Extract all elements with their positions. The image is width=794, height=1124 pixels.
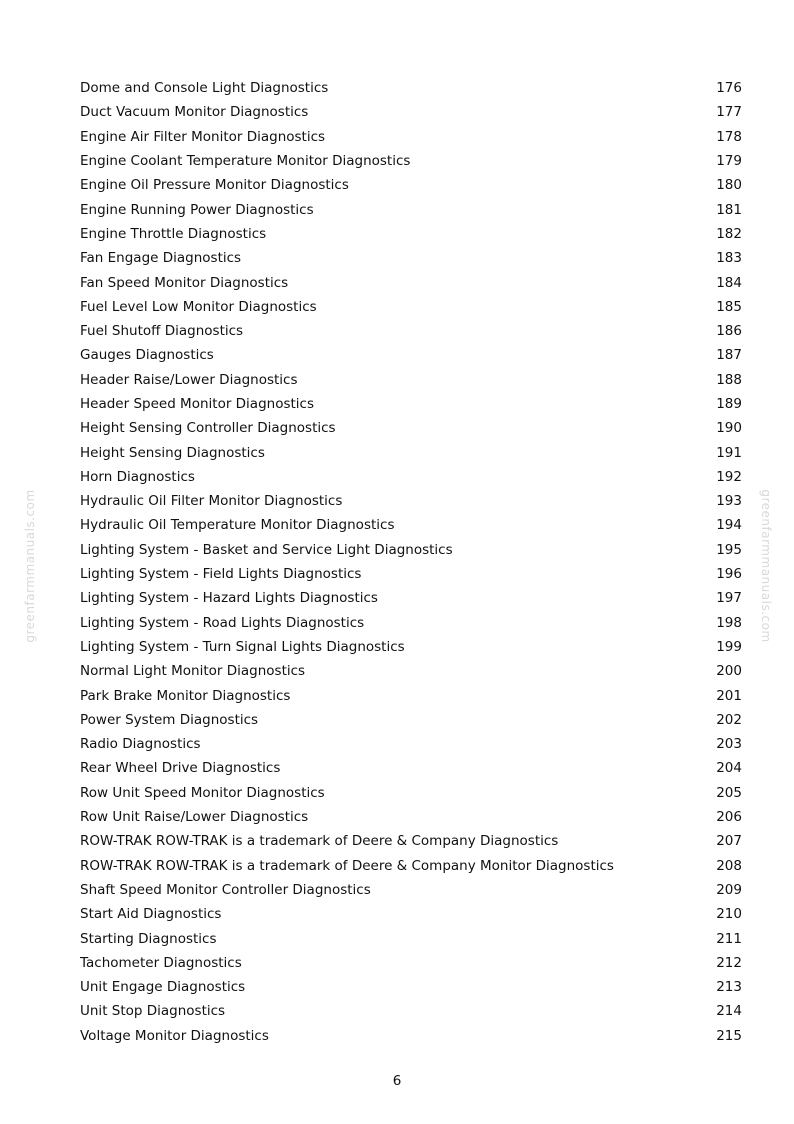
toc-entry[interactable] <box>80 416 742 440</box>
toc-entry-page-number: 198 <box>716 614 742 631</box>
toc-entry[interactable] <box>80 392 742 416</box>
toc-entry-title[interactable]: Radio Diagnostics <box>80 736 201 753</box>
toc-entry-title[interactable]: Row Unit Raise/Lower Diagnostics <box>80 809 309 826</box>
page-number: 6 <box>392 1073 402 1089</box>
toc-entry-page-number: 177 <box>716 104 742 121</box>
toc-entry-page-number: 213 <box>716 979 742 996</box>
toc-entry-page-number: 194 <box>716 517 742 534</box>
toc-entry-title[interactable]: Park Brake Monitor Diagnostics <box>80 687 291 704</box>
toc-entry-title[interactable]: Horn Diagnostics <box>80 468 195 485</box>
toc-entry-title[interactable]: Hydraulic Oil Temperature Monitor Diagnostics <box>80 517 395 534</box>
toc-entry-title[interactable]: Fan Speed Monitor Diagnostics <box>80 274 289 291</box>
toc-entry-page-number: 176 <box>716 80 742 97</box>
toc-entry-title[interactable]: Lighting System - Field Lights Diagnostics <box>80 566 362 583</box>
toc-entry-page-number: 197 <box>716 590 742 607</box>
toc-entry-page-number: 207 <box>716 833 742 850</box>
toc-entry-page-number: 214 <box>716 1003 742 1020</box>
toc-entry[interactable] <box>80 100 742 124</box>
toc-entry-page-number: 182 <box>716 225 742 242</box>
toc-entry-page-number: 178 <box>716 128 742 145</box>
toc-entry-page-number: 208 <box>716 857 742 874</box>
toc-entry[interactable] <box>80 659 742 683</box>
toc-entry[interactable] <box>80 586 742 610</box>
toc-entry-title[interactable]: Start Aid Diagnostics <box>80 906 222 923</box>
toc-entry-page-number: 200 <box>716 663 742 680</box>
toc-entry-page-number: 205 <box>716 784 742 801</box>
toc-entry[interactable] <box>80 781 742 805</box>
toc-entry-title[interactable]: Power System Diagnostics <box>80 711 259 728</box>
toc-entry[interactable] <box>80 951 742 975</box>
toc-entry[interactable] <box>80 319 742 343</box>
toc-entry-page-number: 203 <box>716 736 742 753</box>
toc-entry-title[interactable]: Dome and Console Light Diagnostics <box>80 80 329 97</box>
toc-entry-title[interactable]: Row Unit Speed Monitor Diagnostics <box>80 784 325 801</box>
toc-entry-page-number: 215 <box>716 1027 742 1044</box>
toc-entry-title[interactable]: Shaft Speed Monitor Controller Diagnostics <box>80 881 371 898</box>
toc-entry-title[interactable]: Engine Running Power Diagnostics <box>80 201 314 218</box>
table-of-contents <box>80 76 742 1048</box>
toc-entry[interactable] <box>80 805 742 829</box>
toc-entry[interactable] <box>80 76 742 100</box>
toc-entry-title[interactable]: Fan Engage Diagnostics <box>80 250 242 267</box>
toc-entry-page-number: 180 <box>716 177 742 194</box>
toc-entry[interactable] <box>80 756 742 780</box>
toc-entry-title[interactable]: Header Speed Monitor Diagnostics <box>80 396 315 412</box>
toc-entry[interactable] <box>80 878 742 902</box>
toc-entry-page-number: 195 <box>716 541 742 558</box>
toc-entry[interactable] <box>80 222 742 246</box>
toc-entry[interactable] <box>80 683 742 707</box>
toc-entry[interactable] <box>80 829 742 853</box>
toc-entry-page-number: 191 <box>716 444 742 461</box>
toc-entry-title[interactable]: Engine Coolant Temperature Monitor Diagnostics <box>80 153 411 170</box>
toc-entry-page-number: 210 <box>716 906 742 923</box>
toc-entry[interactable] <box>80 197 742 221</box>
toc-entry[interactable] <box>80 513 742 537</box>
toc-entry-title[interactable]: Fuel Level Low Monitor Diagnostics <box>80 298 317 315</box>
toc-entry-page-number: 202 <box>716 711 742 728</box>
toc-entry-title[interactable]: Lighting System - Basket and Service Light Diagnostics <box>80 541 453 558</box>
toc-entry-title[interactable]: Normal Light Monitor Diagnostics <box>80 663 306 680</box>
toc-entry[interactable] <box>80 149 742 173</box>
toc-entry-page-number: 185 <box>716 298 742 315</box>
toc-entry[interactable] <box>80 465 742 489</box>
toc-entry[interactable] <box>80 732 742 756</box>
toc-entry-title[interactable]: Rear Wheel Drive Diagnostics <box>80 760 281 777</box>
watermark-left: greenfarmmanuals.com <box>23 489 37 643</box>
toc-entry-title[interactable]: Engine Oil Pressure Monitor Diagnostics <box>80 177 349 194</box>
toc-entry-page-number: 189 <box>716 396 742 412</box>
toc-entry-page-number: 192 <box>716 468 742 485</box>
toc-entry[interactable] <box>80 173 742 197</box>
toc-entry-page-number: 179 <box>716 153 742 170</box>
toc-entry-title[interactable]: Voltage Monitor Diagnostics <box>80 1027 269 1044</box>
toc-entry[interactable] <box>80 562 742 586</box>
toc-entry[interactable] <box>80 368 742 392</box>
toc-entry-page-number: 206 <box>716 809 742 826</box>
toc-entry[interactable] <box>80 246 742 270</box>
toc-entry-title[interactable]: Lighting System - Road Lights Diagnostics <box>80 614 365 631</box>
toc-entry-title[interactable]: Unit Engage Diagnostics <box>80 979 246 996</box>
toc-entry-page-number: 209 <box>716 881 742 898</box>
toc-entry-title[interactable]: Fuel Shutoff Diagnostics <box>80 323 244 340</box>
toc-entry-page-number: 181 <box>716 201 742 218</box>
toc-entry-title[interactable]: Hydraulic Oil Filter Monitor Diagnostics <box>80 493 343 510</box>
toc-entry-title[interactable]: Lighting System - Hazard Lights Diagnostics <box>80 590 378 607</box>
toc-entry[interactable] <box>80 611 742 635</box>
toc-entry-title[interactable]: Height Sensing Controller Diagnostics <box>80 420 336 437</box>
toc-entry-title[interactable]: Starting Diagnostics <box>80 930 217 947</box>
toc-entry[interactable] <box>80 295 742 319</box>
toc-entry-page-number: 190 <box>716 420 742 437</box>
toc-entry[interactable] <box>80 270 742 294</box>
toc-entry-title[interactable]: Header Raise/Lower Diagnostics <box>80 371 298 388</box>
toc-entry[interactable] <box>80 538 742 562</box>
toc-entry[interactable] <box>80 999 742 1023</box>
toc-entry[interactable] <box>80 125 742 149</box>
toc-entry-title[interactable]: Engine Air Filter Monitor Diagnostics <box>80 128 326 145</box>
toc-entry-title[interactable]: Lighting System - Turn Signal Lights Diagnostics <box>80 638 405 655</box>
toc-entry-page-number: 196 <box>716 566 742 583</box>
toc-entry-page-number: 193 <box>716 493 742 510</box>
toc-entry-title[interactable]: Engine Throttle Diagnostics <box>80 225 267 242</box>
toc-entry-title[interactable]: Unit Stop Diagnostics <box>80 1003 226 1020</box>
toc-entry[interactable] <box>80 902 742 926</box>
toc-entry-page-number: 199 <box>716 638 742 655</box>
toc-entry-page-number: 211 <box>716 930 742 947</box>
watermark-right: greenfarmmanuals.com <box>759 489 773 643</box>
toc-entry-page-number: 187 <box>716 347 742 364</box>
toc-entry-title[interactable]: Duct Vacuum Monitor Diagnostics <box>80 104 309 121</box>
toc-entry[interactable] <box>80 440 742 464</box>
toc-entry-page-number: 188 <box>716 371 742 388</box>
toc-entry[interactable] <box>80 1024 742 1048</box>
toc-entry-page-number: 201 <box>716 687 742 704</box>
toc-entry-page-number: 184 <box>716 274 742 291</box>
toc-entry[interactable] <box>80 975 742 999</box>
toc-entry[interactable] <box>80 708 742 732</box>
toc-entry-title[interactable]: Height Sensing Diagnostics <box>80 444 265 461</box>
toc-entry[interactable] <box>80 635 742 659</box>
toc-entry-title[interactable]: Gauges Diagnostics <box>80 347 214 364</box>
toc-entry[interactable] <box>80 489 742 513</box>
toc-entry-page-number: 204 <box>716 760 742 777</box>
toc-entry-title[interactable]: ROW-TRAK ROW-TRAK is a trademark of Deere & Company Monitor Diagnostics <box>80 857 614 874</box>
toc-entry-page-number: 183 <box>716 250 742 267</box>
toc-entry[interactable] <box>80 854 742 878</box>
toc-entry[interactable] <box>80 926 742 950</box>
toc-entry-page-number: 186 <box>716 323 742 340</box>
toc-entry[interactable] <box>80 343 742 367</box>
toc-entry-title[interactable]: Tachometer Diagnostics <box>80 954 242 971</box>
toc-entry-page-number: 212 <box>716 954 742 971</box>
toc-entry-title[interactable]: ROW-TRAK ROW-TRAK is a trademark of Deere & Company Diagnostics <box>80 833 559 850</box>
